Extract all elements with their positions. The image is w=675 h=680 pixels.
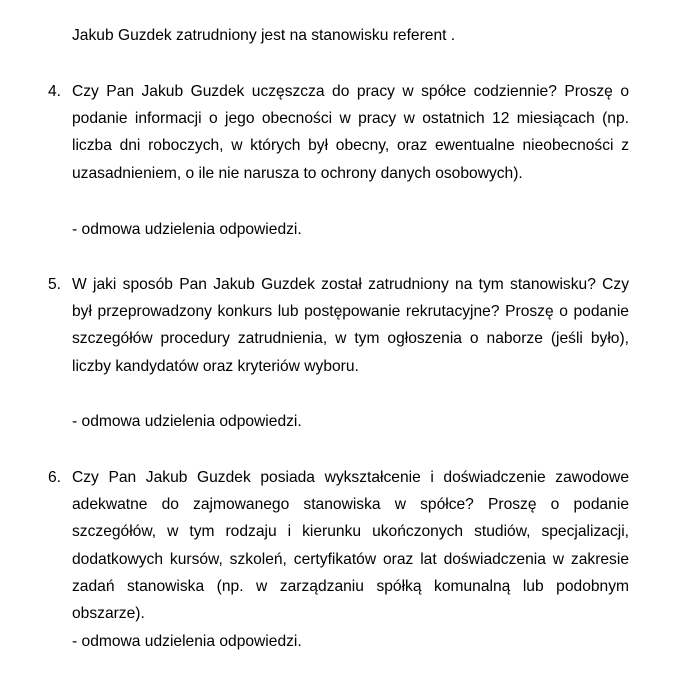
item-number: 4. <box>48 83 62 100</box>
item-number: 5. <box>48 276 62 293</box>
item-number: 6. <box>48 469 62 486</box>
answer-text: - odmowa udzielenia odpowiedzi. <box>72 633 302 650</box>
answer-text: - odmowa udzielenia odpowiedzi. <box>72 221 302 238</box>
question-item-4 <box>48 78 629 187</box>
question-text: Czy Pan Jakub Guzdek uczęszcza do pracy w spółce codziennie? Proszę o podanie informacji o jego obecności w pracy w ostatnich 12 miesiącach (np. liczba dni roboczych, w których był obecny, oraz ewentualne nieobecności z uzasadnieniem, o ile nie narusza to ochrony danych osobowych). <box>72 83 629 182</box>
intro-line: Jakub Guzdek zatrudniony jest na stanowisku referent . <box>72 27 456 44</box>
question-text: W jaki sposób Pan Jakub Guzdek został zatrudniony na tym stanowisku? Czy był przeprowadzony konkurs lub postępowanie rekrutacyjne? Proszę o podanie szczegółów procedury zatrudnienia, w tym ogłoszenia o naborze (jeśli było), liczby kandydatów oraz kryteriów wyboru. <box>72 276 629 375</box>
question-text: Czy Pan Jakub Guzdek posiada wykształcenie i doświadczenie zawodowe adekwatne do zajmowanego stanowiska w spółce? Proszę o podanie szczegółów, w tym rodzaju i kierunku ukończonych studiów, specjalizacji, dodatkowych kursów, szkoleń, certyfikatów oraz lat doświadczenia w zakresie zadań stanowiska (np. w zarządzaniu spółką komunalną lub podobnym obszarze). <box>72 469 629 623</box>
answer-text: - odmowa udzielenia odpowiedzi. <box>72 413 302 430</box>
question-item-6 <box>48 464 629 627</box>
question-item-5 <box>48 271 629 380</box>
